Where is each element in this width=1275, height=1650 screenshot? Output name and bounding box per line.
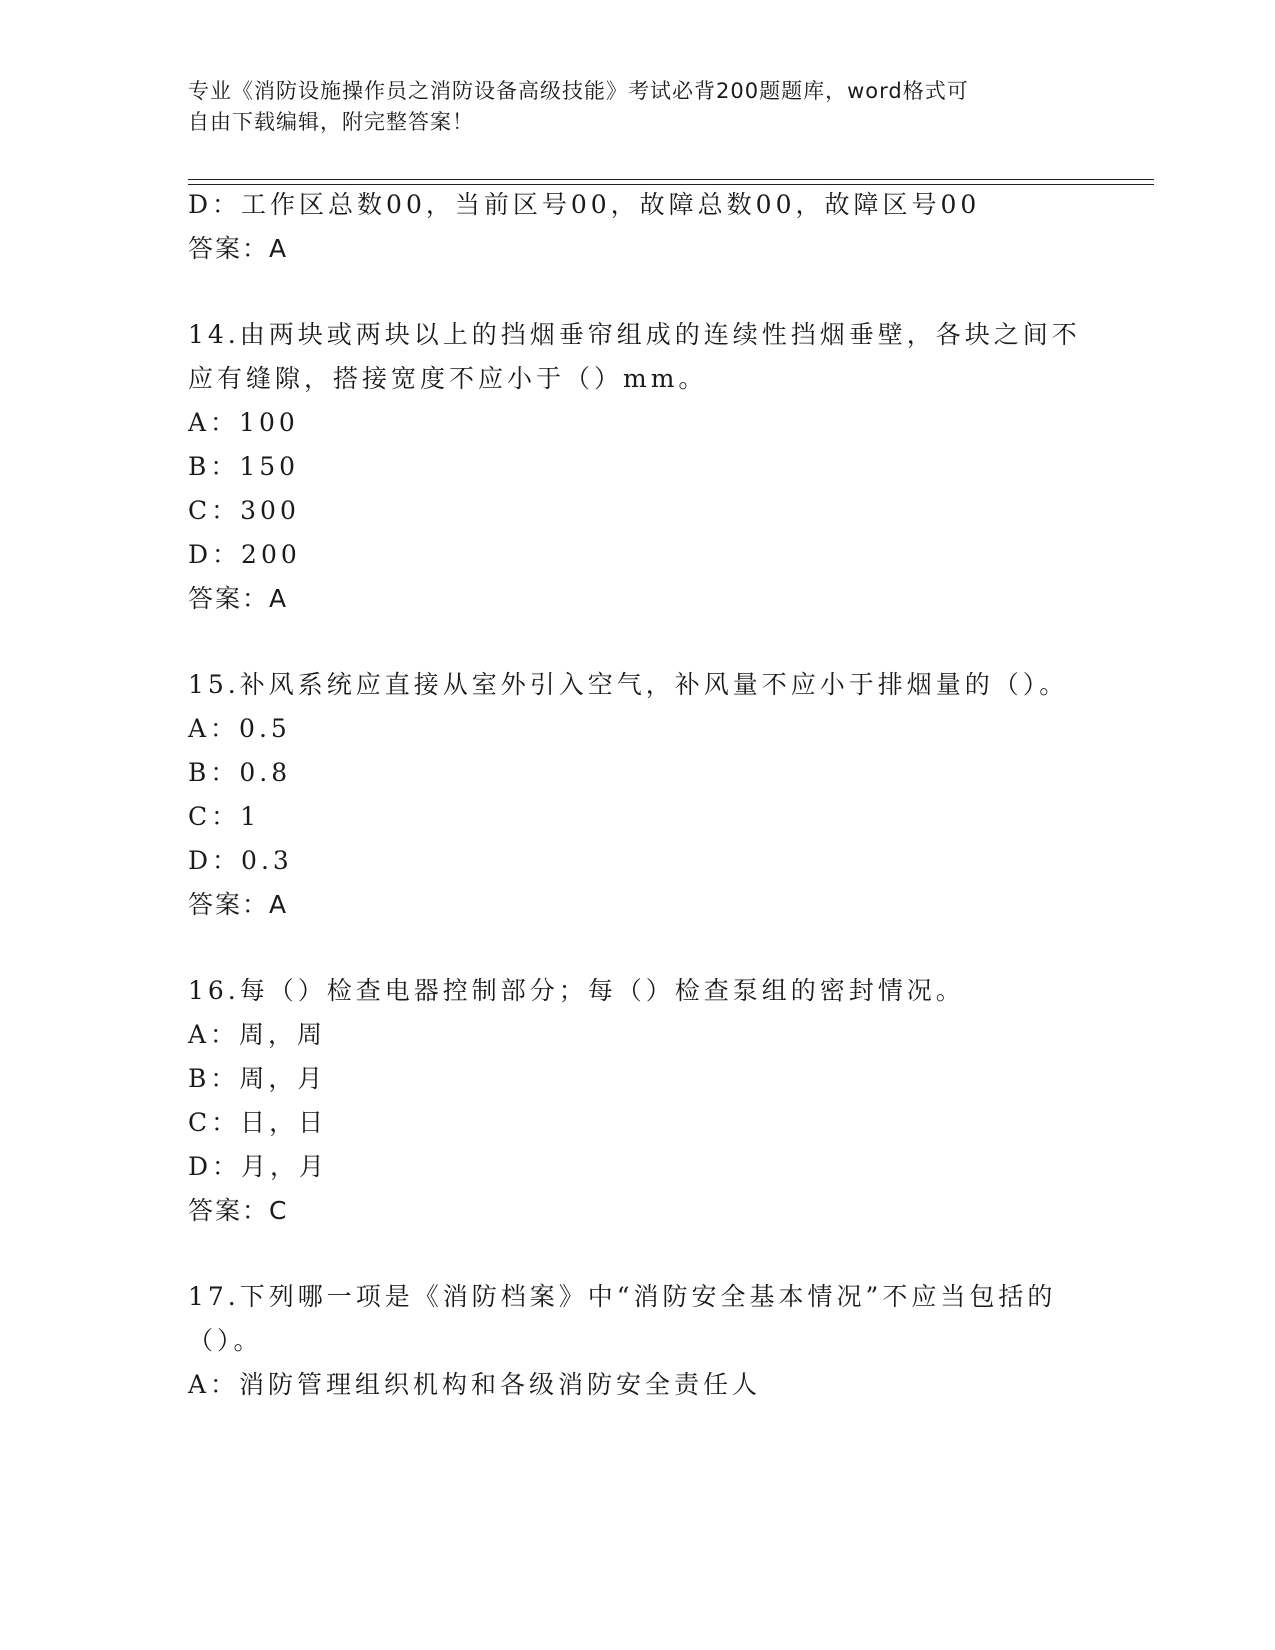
option-b: B：150 [188,452,300,481]
option-a: A：0.5 [188,714,291,743]
question-text: 15.补风系统应直接从室外引入空气，补风量不应小于排烟量的（）。 [188,670,1069,699]
question-text-continued: （）。 [188,1326,263,1355]
option-b: B：周，月 [188,1064,327,1093]
option-b: B：0.8 [188,758,292,787]
header-line-1: 专业《消防设施操作员之消防设备高级技能》考试必背200题题库，word格式可 [188,79,969,103]
option-a: A：消防管理组织机构和各级消防安全责任人 [188,1370,762,1399]
option-d: D：月，月 [188,1152,329,1181]
question-text: 14.由两块或两块以上的挡烟垂帘组成的连续性挡烟垂壁，各块之间不 [188,320,1081,349]
question-text-continued: 应有缝隙，搭接宽度不应小于（）mm。 [188,364,708,393]
option-c: C：300 [188,496,300,525]
header-line-2: 自由下载编辑，附完整答案！ [188,110,474,134]
document-header [188,76,1088,138]
answer-line: 答案：A [188,890,289,919]
question-text: 16.每（）检查电器控制部分；每（）检查泵组的密封情况。 [188,976,965,1005]
option-d: D：工作区总数00，当前区号00，故障总数00，故障区号00 [188,190,981,219]
header-divider-bottom [188,184,1154,185]
option-c: C：1 [188,802,261,831]
option-a: A：周，周 [188,1020,327,1049]
header-divider-top [188,179,1154,180]
answer-line: 答案：A [188,584,289,613]
option-c: C：日，日 [188,1108,328,1137]
option-a: A：100 [188,408,299,437]
answer-line: 答案：A [188,234,289,263]
answer-line: 答案：C [188,1196,289,1225]
option-d: D：200 [188,540,301,569]
option-d: D：0.3 [188,846,293,875]
question-text: 17.下列哪一项是《消防档案》中“消防安全基本情况”不应当包括的 [188,1282,1057,1311]
